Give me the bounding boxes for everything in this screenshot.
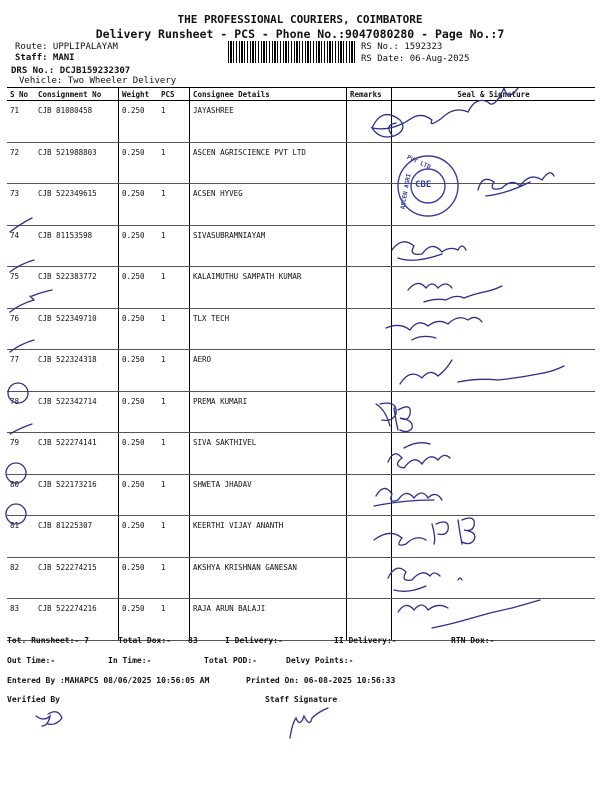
cell-weight: 0.250 xyxy=(119,557,159,599)
in-time: In Time:- xyxy=(108,656,152,665)
total-dox-label: Total Dox:- xyxy=(118,636,171,645)
cell-remarks xyxy=(347,142,392,184)
cell-consignment: CJB 522349710 xyxy=(35,308,119,350)
drs-number: DRS No.: DCJB159232307 xyxy=(11,66,131,76)
cell-remarks xyxy=(347,391,392,433)
barcode xyxy=(228,41,356,63)
cell-weight: 0.250 xyxy=(119,391,159,433)
total-pod: Total POD:- xyxy=(204,656,257,665)
cell-signature xyxy=(392,516,596,558)
col-sno: S No xyxy=(7,88,35,101)
cell-signature xyxy=(392,474,596,516)
cell-consignee: RAJA ARUN BALAJI xyxy=(190,599,347,641)
cell-pcs: 1 xyxy=(158,142,190,184)
cell-pcs: 1 xyxy=(158,516,190,558)
col-seal-signature: Seal & Signature xyxy=(392,88,596,101)
cell-remarks xyxy=(347,433,392,475)
cell-pcs: 1 xyxy=(158,599,190,641)
cell-consignment: CJB 522274141 xyxy=(35,433,119,475)
cell-sno: 82 xyxy=(7,557,35,599)
col-remarks: Remarks xyxy=(347,88,392,101)
cell-weight: 0.250 xyxy=(119,308,159,350)
runsheet-table xyxy=(7,87,595,641)
cell-signature xyxy=(392,391,596,433)
cell-consignment: CJB 522274215 xyxy=(35,557,119,599)
table-row xyxy=(7,557,595,599)
rs-number: RS No.: 1592323 xyxy=(361,42,443,52)
rs-date: RS Date: 06-Aug-2025 xyxy=(361,54,470,64)
cell-remarks xyxy=(347,267,392,309)
col-consignee: Consignee Details xyxy=(190,88,347,101)
cell-signature xyxy=(392,101,596,143)
staff-signature-label: Staff Signature xyxy=(265,695,338,704)
cell-pcs: 1 xyxy=(158,391,190,433)
out-time: Out Time:- xyxy=(7,656,56,665)
cell-sno: 83 xyxy=(7,599,35,641)
cell-consignment: CJB 522383772 xyxy=(35,267,119,309)
cell-remarks xyxy=(347,225,392,267)
entered-by: Entered By :MAHAPCS 08/06/2025 10:56:05 AM xyxy=(7,676,210,685)
col-consignment: Consignment No xyxy=(35,88,119,101)
table-row xyxy=(7,101,595,143)
route-label: Route: UPPLIPALAYAM xyxy=(15,42,118,52)
cell-consignee: ACSEN HYVEG xyxy=(190,184,347,226)
table-row xyxy=(7,142,595,184)
table-row xyxy=(7,474,595,516)
stamp-top-text: PVT LTD xyxy=(405,153,432,172)
stamp-center-text: CBE xyxy=(415,180,432,190)
cell-signature xyxy=(392,557,596,599)
printed-on: Printed On: 06-08-2025 10:56:33 xyxy=(246,676,396,685)
cell-consignee: KALAIMUTHU SAMPATH KUMAR xyxy=(190,267,347,309)
cell-consignment: CJB 81225307 xyxy=(35,516,119,558)
company-title: THE PROFESSIONAL COURIERS, COIMBATORE xyxy=(177,13,423,26)
table-row xyxy=(7,308,595,350)
cell-remarks xyxy=(347,184,392,226)
cell-signature xyxy=(392,433,596,475)
cell-sno: 78 xyxy=(7,391,35,433)
cell-sno: 80 xyxy=(7,474,35,516)
cell-signature xyxy=(392,599,596,641)
cell-remarks xyxy=(347,101,392,143)
cell-consignment: CJB 81153598 xyxy=(35,225,119,267)
table-row xyxy=(7,225,595,267)
cell-sno: 81 xyxy=(7,516,35,558)
table-header-row xyxy=(7,88,595,101)
table-row xyxy=(7,350,595,392)
cell-remarks xyxy=(347,474,392,516)
cell-consignee: AKSHYA KRISHNAN GANESAN xyxy=(190,557,347,599)
cell-consignee: KEERTHI VIJAY ANANTH xyxy=(190,516,347,558)
cell-signature xyxy=(392,308,596,350)
cell-signature xyxy=(392,267,596,309)
cell-weight: 0.250 xyxy=(119,474,159,516)
cell-signature xyxy=(392,350,596,392)
cell-weight: 0.250 xyxy=(119,142,159,184)
cell-sno: 76 xyxy=(7,308,35,350)
table-row xyxy=(7,599,595,641)
cell-sno: 73 xyxy=(7,184,35,226)
col-pcs: PCS xyxy=(158,88,190,101)
staff-signature xyxy=(290,708,328,738)
cell-weight: 0.250 xyxy=(119,350,159,392)
cell-sno: 72 xyxy=(7,142,35,184)
table-row xyxy=(7,391,595,433)
ii-delivery: II Delivery:- xyxy=(334,636,397,645)
cell-consignee: SIVA SAKTHIVEL xyxy=(190,433,347,475)
cell-remarks xyxy=(347,516,392,558)
verified-by: Verified By xyxy=(7,695,60,704)
rtn-dox: RTN Dox:- xyxy=(451,636,495,645)
cell-consignment: CJB 81080458 xyxy=(35,101,119,143)
cell-consignment: CJB 522342714 xyxy=(35,391,119,433)
table-row xyxy=(7,433,595,475)
cell-consignment: CJB 522349615 xyxy=(35,184,119,226)
cell-pcs: 1 xyxy=(158,433,190,475)
cell-consignment: CJB 522274216 xyxy=(35,599,119,641)
table-row xyxy=(7,184,595,226)
total-dox-value: 83 xyxy=(188,636,198,645)
cell-pcs: 1 xyxy=(158,267,190,309)
cell-pcs: 1 xyxy=(158,474,190,516)
col-weight: Weight xyxy=(119,88,159,101)
staff-label: Staff: MANI xyxy=(15,53,75,63)
runsheet-subtitle: Delivery Runsheet - PCS - Phone No.:9047080280 - Page No.:7 xyxy=(95,27,505,41)
cell-pcs: 1 xyxy=(158,350,190,392)
cell-consignee: TLX TECH xyxy=(190,308,347,350)
cell-consignment: CJB 522173216 xyxy=(35,474,119,516)
cell-sno: 79 xyxy=(7,433,35,475)
vehicle-label: Vehicle: Two Wheeler Delivery xyxy=(19,76,177,86)
cell-consignee: ASCEN AGRISCIENCE PVT LTD xyxy=(190,142,347,184)
cell-consignment: CJB 522324318 xyxy=(35,350,119,392)
stamp-left-text: ASCEN AGRI xyxy=(399,173,413,210)
cell-pcs: 1 xyxy=(158,225,190,267)
cell-sno: 77 xyxy=(7,350,35,392)
cell-sno: 71 xyxy=(7,101,35,143)
cell-signature xyxy=(392,225,596,267)
cell-pcs: 1 xyxy=(158,184,190,226)
cell-consignment: CJB 521988803 xyxy=(35,142,119,184)
cell-consignee: JAYASHREE xyxy=(190,101,347,143)
i-delivery: I Delivery:- xyxy=(225,636,283,645)
cell-weight: 0.250 xyxy=(119,516,159,558)
cell-pcs: 1 xyxy=(158,557,190,599)
cell-remarks xyxy=(347,308,392,350)
cell-consignee: SHWETA JHADAV xyxy=(190,474,347,516)
cell-consignee: PREMA KUMARI xyxy=(190,391,347,433)
cell-consignee: SIVASUBRAMNIAYAM xyxy=(190,225,347,267)
cell-consignee: AERO xyxy=(190,350,347,392)
verified-signature xyxy=(36,712,62,726)
cell-weight: 0.250 xyxy=(119,225,159,267)
cell-weight: 0.250 xyxy=(119,599,159,641)
tot-runsheet: Tot. Runsheet:- 7 xyxy=(7,636,89,645)
cell-weight: 0.250 xyxy=(119,267,159,309)
cell-weight: 0.250 xyxy=(119,184,159,226)
cell-weight: 0.250 xyxy=(119,433,159,475)
cell-weight: 0.250 xyxy=(119,101,159,143)
cell-remarks xyxy=(347,599,392,641)
cell-sno: 75 xyxy=(7,267,35,309)
cell-sno: 74 xyxy=(7,225,35,267)
cell-pcs: 1 xyxy=(158,308,190,350)
table-row xyxy=(7,516,595,558)
cell-remarks xyxy=(347,350,392,392)
delvy-points: Delvy Points:- xyxy=(286,656,354,665)
table-row xyxy=(7,267,595,309)
cell-remarks xyxy=(347,557,392,599)
cell-pcs: 1 xyxy=(158,101,190,143)
